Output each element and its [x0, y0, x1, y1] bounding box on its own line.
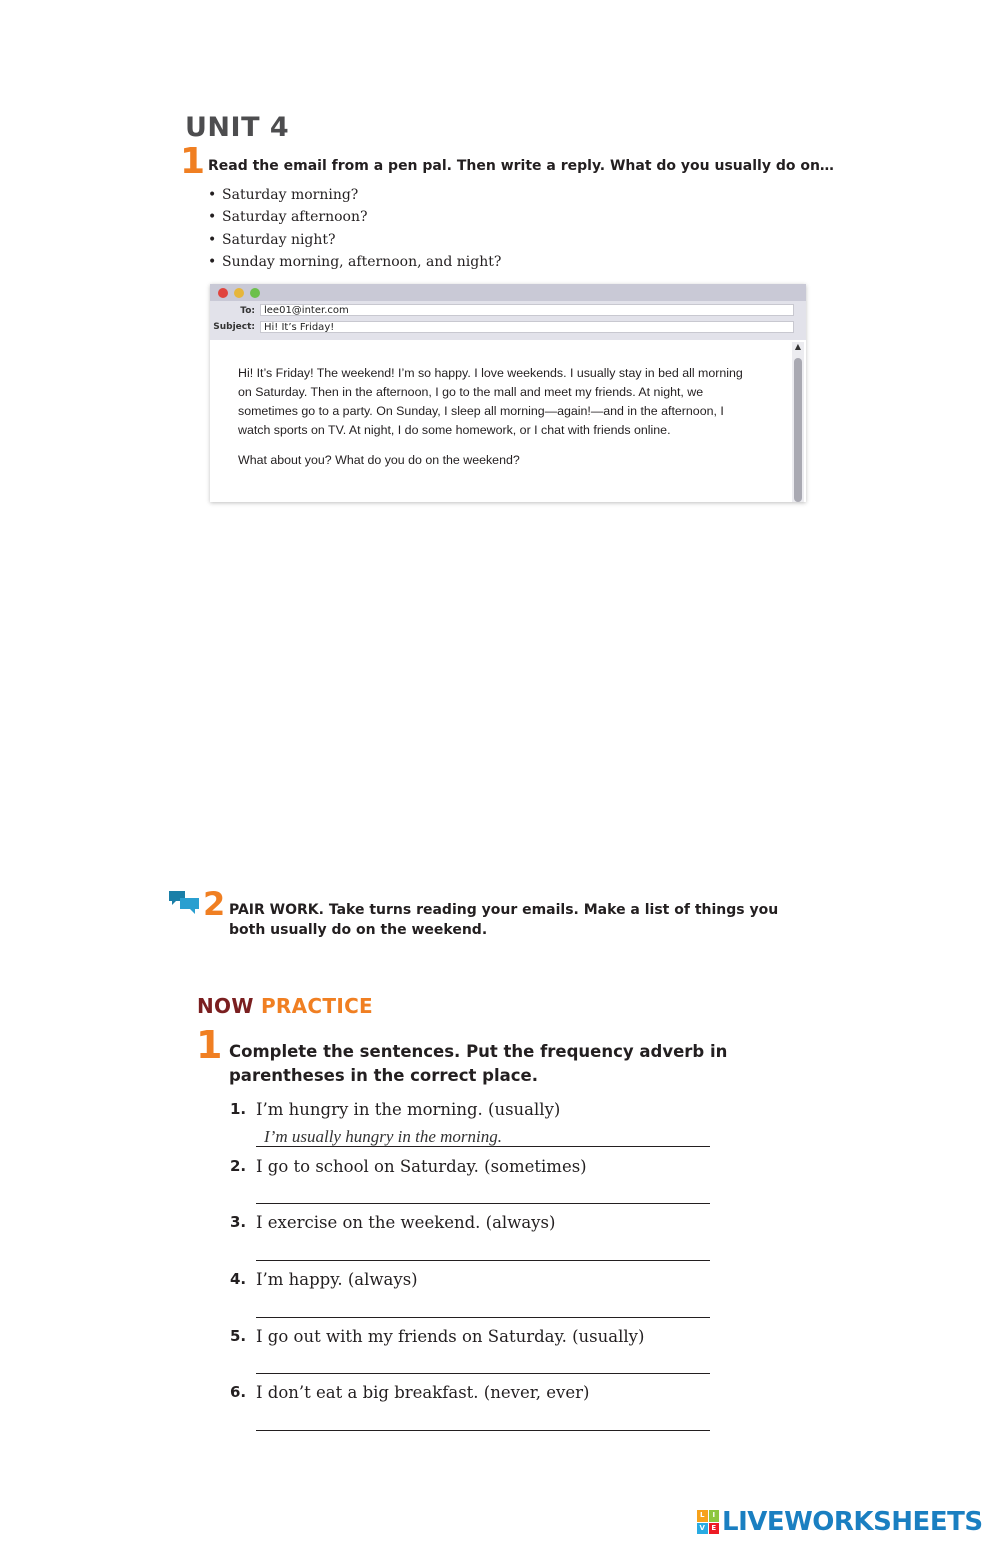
to-label: To: [240, 306, 255, 316]
email-body-paragraph: What about you? What do you do on the weekend? [238, 453, 520, 467]
email-body [238, 364, 758, 481]
email-body-paragraph: Hi! It’s Friday! The weekend! I’m so happy. I love weekends. I usually stay in bed all morning on Saturday. Then in the afternoon, I go to the mall and meet my friends. At night, we sometimes go to a party. On Sunday, I sleep all morning—again!—and in the afternoon, I watch sports on TV. At night, I do some homework, or I chat with friends online. [238, 366, 743, 437]
now-word: NOW [197, 994, 254, 1018]
minimize-window-icon[interactable] [234, 288, 244, 298]
email-scrollbar[interactable] [792, 342, 804, 502]
item-number: 4. [230, 1270, 247, 1288]
item-prompt: I go to school on Saturday. (sometimes) [256, 1157, 587, 1176]
item-prompt: I go out with my friends on Saturday. (usually) [256, 1327, 645, 1346]
bullet-item: • Saturday afternoon? [208, 206, 501, 228]
answer-text[interactable]: I’m usually hungry in the morning. [264, 1127, 502, 1146]
unit-title: UNIT 4 [185, 112, 290, 143]
logo-blocks-icon [697, 1510, 719, 1534]
scroll-up-arrow-icon[interactable]: ▲ [794, 342, 802, 351]
item-number: 3. [230, 1213, 247, 1231]
liveworksheets-logo [697, 1506, 983, 1538]
answer-line[interactable] [256, 1317, 710, 1318]
answer-line[interactable] [256, 1260, 710, 1261]
item-prompt: I exercise on the weekend. (always) [256, 1213, 556, 1232]
logo-block: L [697, 1510, 708, 1522]
item-prompt: I don’t eat a big breakfast. (never, ever) [256, 1383, 590, 1402]
subject-label: Subject: [213, 322, 255, 332]
answer-line[interactable] [256, 1430, 710, 1431]
exercise-2-instruction [229, 900, 819, 940]
bullet-item: • Saturday night? [208, 229, 501, 251]
pair-work-label: PAIR WORK. [229, 902, 324, 918]
close-window-icon[interactable] [218, 288, 228, 298]
logo-block: I [709, 1510, 720, 1522]
now-practice-heading [197, 994, 373, 1018]
answer-line[interactable] [256, 1373, 710, 1374]
scroll-thumb[interactable] [794, 358, 802, 502]
subject-field[interactable]: Hi! It’s Friday! [260, 321, 794, 333]
item-number: 5. [230, 1327, 247, 1345]
email-window [210, 284, 806, 502]
item-prompt: I’m happy. (always) [256, 1270, 418, 1289]
item-number: 2. [230, 1157, 247, 1175]
bullet-item: • Saturday morning? [208, 184, 501, 206]
exercise-2-number: 2 [203, 885, 226, 923]
pair-work-chat-icon [168, 890, 200, 916]
item-prompt: I’m hungry in the morning. (usually) [256, 1100, 561, 1119]
zoom-window-icon[interactable] [250, 288, 260, 298]
question-bullet-list [208, 184, 501, 273]
logo-block: V [697, 1523, 708, 1535]
logo-text: LIVEWORKSHEETS [722, 1507, 983, 1537]
exercise-3-number: 1 [196, 1023, 223, 1067]
exercise-1-number: 1 [180, 141, 206, 182]
email-title-bar [210, 284, 806, 301]
item-number: 1. [230, 1100, 247, 1118]
to-field[interactable]: lee01@inter.com [260, 304, 794, 316]
answer-line[interactable] [256, 1146, 710, 1147]
logo-block: E [709, 1523, 720, 1535]
answer-line[interactable] [256, 1203, 710, 1204]
item-number: 6. [230, 1383, 247, 1401]
practice-word: PRACTICE [260, 994, 374, 1018]
bullet-item: • Sunday morning, afternoon, and night? [208, 251, 501, 273]
exercise-2-text: Take turns reading your emails. Make a list of things you both usually do on the weekend. [229, 902, 779, 938]
exercise-3-instruction: Complete the sentences. Put the frequency adverb in parentheses in the correct place. [229, 1042, 728, 1085]
email-headers [210, 301, 806, 340]
exercise-1-instruction: Read the email from a pen pal. Then write a reply. What do you usually do on… [208, 158, 834, 174]
